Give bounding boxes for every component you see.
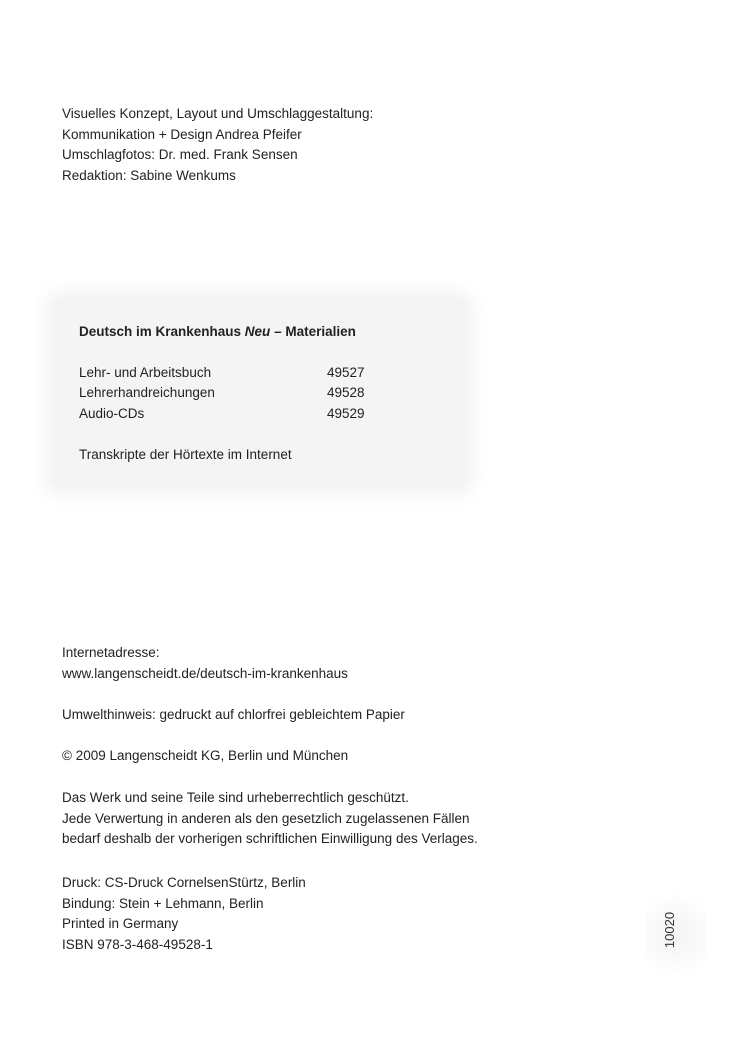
print-info-line: ISBN 978-3-468-49528-1 <box>62 936 213 952</box>
materials-list <box>79 363 379 425</box>
materials-item-code: 49529 <box>327 405 365 421</box>
credits-line: Visuelles Konzept, Layout und Umschlaggestaltung: <box>62 106 374 121</box>
materials-item-label: Lehr- und Arbeitsbuch <box>79 364 212 380</box>
credits-block <box>62 104 373 186</box>
print-info-line: Bindung: Stein + Lehmann, Berlin <box>62 895 264 911</box>
print-info-line: Druck: CS-Druck CornelsenStürtz, Berlin <box>62 875 306 890</box>
copyright-text: © 2009 Langenscheidt KG, Berlin und München <box>62 748 349 763</box>
materials-item-label: Audio-CDs <box>79 405 145 421</box>
materials-title-italic: Neu <box>244 324 271 339</box>
materials-item <box>79 404 379 425</box>
print-code: 10020 <box>662 911 677 949</box>
materials-item <box>79 363 379 384</box>
internet-url: www.langenscheidt.de/deutsch-im-krankenhaus <box>62 665 348 681</box>
materials-item-code: 49527 <box>327 364 365 380</box>
rights-line: Das Werk und seine Teile sind urheberrechtlich geschützt. <box>62 790 409 805</box>
print-info-line: Printed in Germany <box>62 916 179 931</box>
internet-label: Internetadresse: <box>62 645 160 660</box>
copyright-notice <box>62 746 348 767</box>
rights-line: bedarf deshalb der vorherigen schriftlichen Einwilligung des Verlages. <box>62 831 478 846</box>
materials-title-prefix: Deutsch im Krankenhaus <box>79 324 245 339</box>
environment-note <box>62 705 405 726</box>
environment-text: Umwelthinweis: gedruckt auf chlorfrei gebleichtem Papier <box>62 707 405 722</box>
credits-line: Umschlagfotos: Dr. med. Frank Sensen <box>62 147 298 162</box>
materials-box <box>52 298 466 488</box>
internet-block <box>62 643 348 684</box>
rights-line: Jede Verwertung in anderen als den gesetzlich zugelassenen Fällen <box>62 810 470 826</box>
materials-title-suffix: – Materialien <box>270 324 356 339</box>
materials-item <box>79 383 379 404</box>
materials-title <box>79 322 379 343</box>
materials-content <box>79 322 379 466</box>
rights-notice <box>62 788 478 850</box>
print-info <box>62 873 306 955</box>
materials-item-code: 49528 <box>327 385 365 400</box>
materials-item-label: Lehrerhandreichungen <box>79 385 215 400</box>
credits-line: Kommunikation + Design Andrea Pfeifer <box>62 126 302 142</box>
credits-line: Redaktion: Sabine Wenkums <box>62 167 236 183</box>
materials-note: Transkripte der Hörtexte im Internet <box>79 447 292 462</box>
